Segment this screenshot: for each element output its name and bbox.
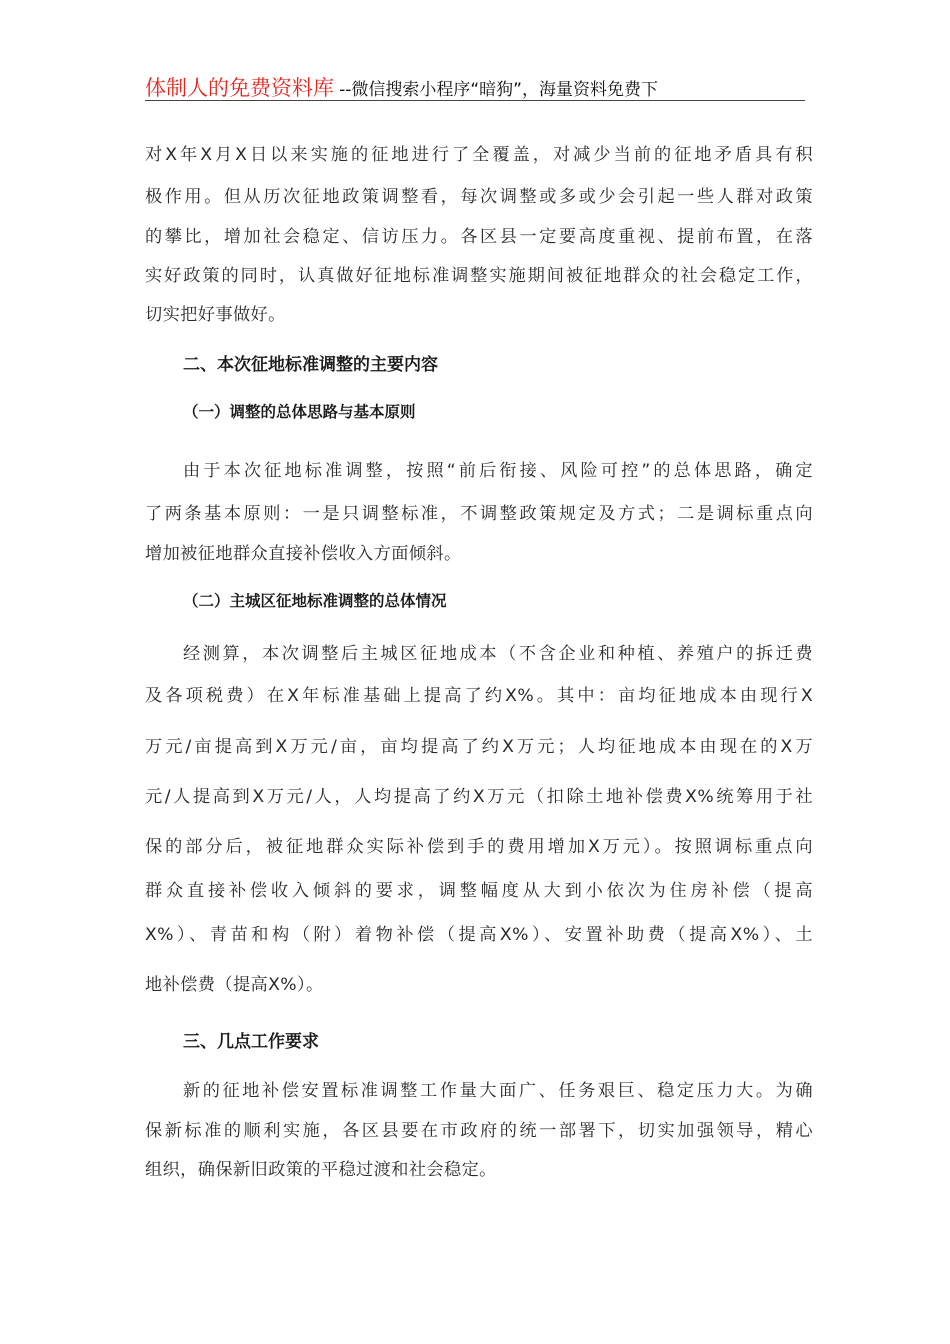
paragraph-line: 由于本次征地标准调整，按照“前后衔接、风险可控”的总体思路，确定 [183, 461, 813, 481]
paragraph-line: 组织，确保新旧政策的平稳过渡和社会稳定。 [145, 1160, 497, 1180]
paragraph-line: 对X年X月X日以来实施的征地进行了全覆盖，对减少当前的征地矛盾具有积 [145, 145, 813, 165]
paragraph-line: 元/人提高到X万元/人，人均提高了约X万元（扣除土地补偿费X%统筹用于社 [145, 787, 813, 807]
paragraph-line: 切实把好事做好。 [145, 305, 286, 325]
subsection-heading: （二）主城区征地标准调整的总体情况 [183, 592, 447, 610]
section-heading: 三、几点工作要求 [183, 1032, 319, 1052]
paragraph-line: 保的部分后，被征地群众实际补偿到手的费用增加X万元）。按照调标重点向 [145, 837, 813, 857]
paragraph-line: X%）、青苗和构（附）着物补偿（提高X%）、安置补助费（提高X%）、土 [145, 925, 813, 945]
paragraph-line: 经测算，本次调整后主城区征地成本（不含企业和种植、养殖户的拆迁费 [183, 644, 813, 664]
section-heading: 二、本次征地标准调整的主要内容 [183, 355, 438, 375]
paragraph-line: 万元/亩提高到X万元/亩，亩均提高了约X万元；人均征地成本由现在的X万 [145, 737, 813, 757]
paragraph-line: 群众直接补偿收入倾斜的要求，调整幅度从大到小依次为住房补偿（提高 [145, 881, 813, 901]
paragraph-line: 的攀比，增加社会稳定、信访压力。各区县一定要高度重视、提前布置，在落 [145, 227, 813, 247]
subsection-heading: （一）调整的总体思路与基本原则 [183, 403, 416, 421]
paragraph-line: 极作用。但从历次征地政策调整看，每次调整或多或少会引起一些人群对政策 [145, 187, 813, 207]
header-tagline: --微信搜索小程序“暗狗”，海量资料免费下 [339, 80, 658, 100]
paragraph-line: 及各项税费）在X年标准基础上提高了约X%。其中：亩均征地成本由现行X [145, 686, 813, 706]
page-header [145, 72, 805, 102]
paragraph-line: 了两条基本原则：一是只调整标准，不调整政策规定及方式；二是调标重点向 [145, 504, 813, 524]
header-divider [145, 100, 805, 101]
paragraph-line: 地补偿费（提高X%）。 [145, 975, 324, 995]
paragraph-line: 新的征地补偿安置标准调整工作量大面广、任务艰巨、稳定压力大。为确 [183, 1081, 813, 1101]
paragraph-line: 实好政策的同时，认真做好征地标准调整实施期间被征地群众的社会稳定工作， [145, 266, 813, 286]
paragraph-line: 增加被征地群众直接补偿收入方面倾斜。 [145, 544, 462, 564]
header-brand: 体制人的免费资料库 [145, 76, 334, 100]
paragraph-line: 保新标准的顺利实施，各区县要在市政府的统一部署下，切实加强领导，精心 [145, 1121, 813, 1141]
